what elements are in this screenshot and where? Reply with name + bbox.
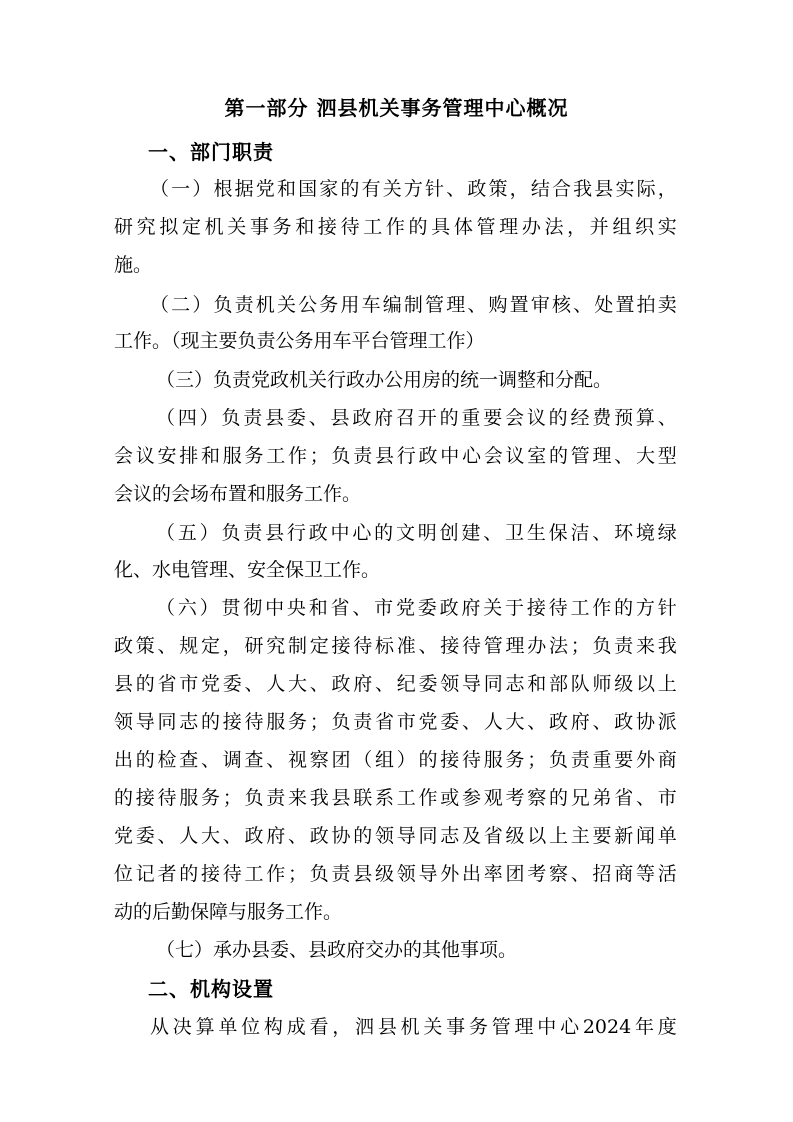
paragraph-line-text: 的 接 待 服 务 ； 负 责 来 我 县 联 系 工 作 或 参 观 考 察 的 兄 弟 省 、 市 (114, 787, 677, 809)
paragraph-line (0, 212, 793, 242)
section-heading-structure: 二、机构设置 (148, 977, 274, 1001)
paragraph-line-text: （ 六 ） 贯 彻 中 央 和 省 、 市 党 委 政 府 关 于 接 待 工 作 的 方 针 (156, 597, 677, 619)
paragraph-line (0, 821, 793, 851)
paragraph-line (0, 441, 793, 471)
paragraph-line (0, 669, 793, 699)
paragraph-line (0, 326, 793, 356)
paragraph-line (0, 745, 793, 775)
paragraph-line (0, 479, 793, 509)
paragraph-line-text: （ 四 ） 负 责 县 委 、 县 政 府 召 开 的 重 要 会 议 的 经 费 预 算 、 (156, 407, 677, 429)
paragraph-line-text: （ 五 ） 负 责 县 行 政 中 心 的 文 明 创 建 、 卫 生 保 洁 、 环 境 绿 (156, 522, 677, 544)
paragraph-line-text: 动的后勤保障与服务工作。 (114, 901, 343, 923)
paragraph-line (0, 935, 793, 965)
paragraph-line (0, 897, 793, 927)
paragraph-line-text: （三）负责党政机关行政办公用房的统一调整和分配。 (156, 369, 613, 391)
paragraph-line-text: 县 的 省 市 党 委 、 人 大 、 政 府 、 纪 委 领 导 同 志 和 部 队 师 级 以 上 (114, 673, 677, 695)
paragraph-line-text: （ 二 ） 负 责 机 关 公 务 用 车 编 制 管 理 、 购 置 审 核 、 处 置 拍 卖 (150, 294, 677, 316)
paragraph-line-text: 会 议 安 排 和 服 务 工 作 ； 负 责 县 行 政 中 心 会 议 室 的 管 理 、 大 型 (114, 445, 677, 467)
section-heading-duties: 一、部门职责 (148, 140, 274, 164)
paragraph-line-text: 位 记 者 的 接 待 工 作 ； 负 责 县 级 领 导 外 出 率 团 考 察 、 招 商 等 活 (114, 863, 677, 885)
paragraph-line (0, 555, 793, 585)
paragraph-line (0, 290, 793, 320)
paragraph-line-text: 施。 (114, 254, 153, 276)
paragraph-line (0, 593, 793, 623)
paragraph-line (0, 707, 793, 737)
paragraph-line (0, 365, 793, 395)
paragraph-line-text: 党 委 、 人 大 、 政 府 、 政 协 的 领 导 同 志 及 省 级 以 上 主 要 新 闻 单 (114, 825, 677, 847)
paragraph-line (0, 783, 793, 813)
paragraph-line (0, 631, 793, 661)
paragraph-line-text: 出 的 检 查 、 调 查 、 视 察 团 （ 组 ） 的 接 待 服 务 ； 负 责 重 要 外 商 (114, 749, 677, 771)
paragraph-line-text: 从 决 算 单 位 构 成 看 ， 泗 县 机 关 事 务 管 理 中 心 2024 年 度 (150, 1016, 677, 1038)
paragraph-line-text: 化、水电管理、安全保卫工作。 (114, 559, 381, 581)
paragraph-line-text: 研 究 拟 定 机 关 事 务 和 接 待 工 作 的 具 体 管 理 办 法 ， 并 组 织 实 (114, 216, 677, 238)
paragraph-line (0, 174, 793, 204)
paragraph-line-text: （七）承办县委、县政府交办的其他事项。 (156, 939, 518, 961)
paragraph-line (0, 250, 793, 280)
paragraph-line (0, 1012, 793, 1042)
page-title: 第一部分 泗县机关事务管理中心概况 (224, 96, 569, 120)
paragraph-line-text: 会议的会场布置和服务工作。 (114, 483, 362, 505)
paragraph-line-text: 工作。（现主要负责公务用车平台管理工作） (114, 330, 485, 352)
paragraph-line-text: 领 导 同 志 的 接 待 服 务 ； 负 责 省 市 党 委 、 人 大 、 政 府 、 政 协 派 (114, 711, 677, 733)
paragraph-line-text: （ 一 ） 根 据 党 和 国 家 的 有 关 方 针 、 政 策 ， 结 合 我 县 实 际 ， (150, 178, 677, 200)
paragraph-line (0, 518, 793, 548)
paragraph-line-text: 政 策 、 规 定 ， 研 究 制 定 接 待 标 准 、 接 待 管 理 办 法 ； 负 责 来 我 (114, 635, 677, 657)
paragraph-line (0, 859, 793, 889)
paragraph-line (0, 403, 793, 433)
